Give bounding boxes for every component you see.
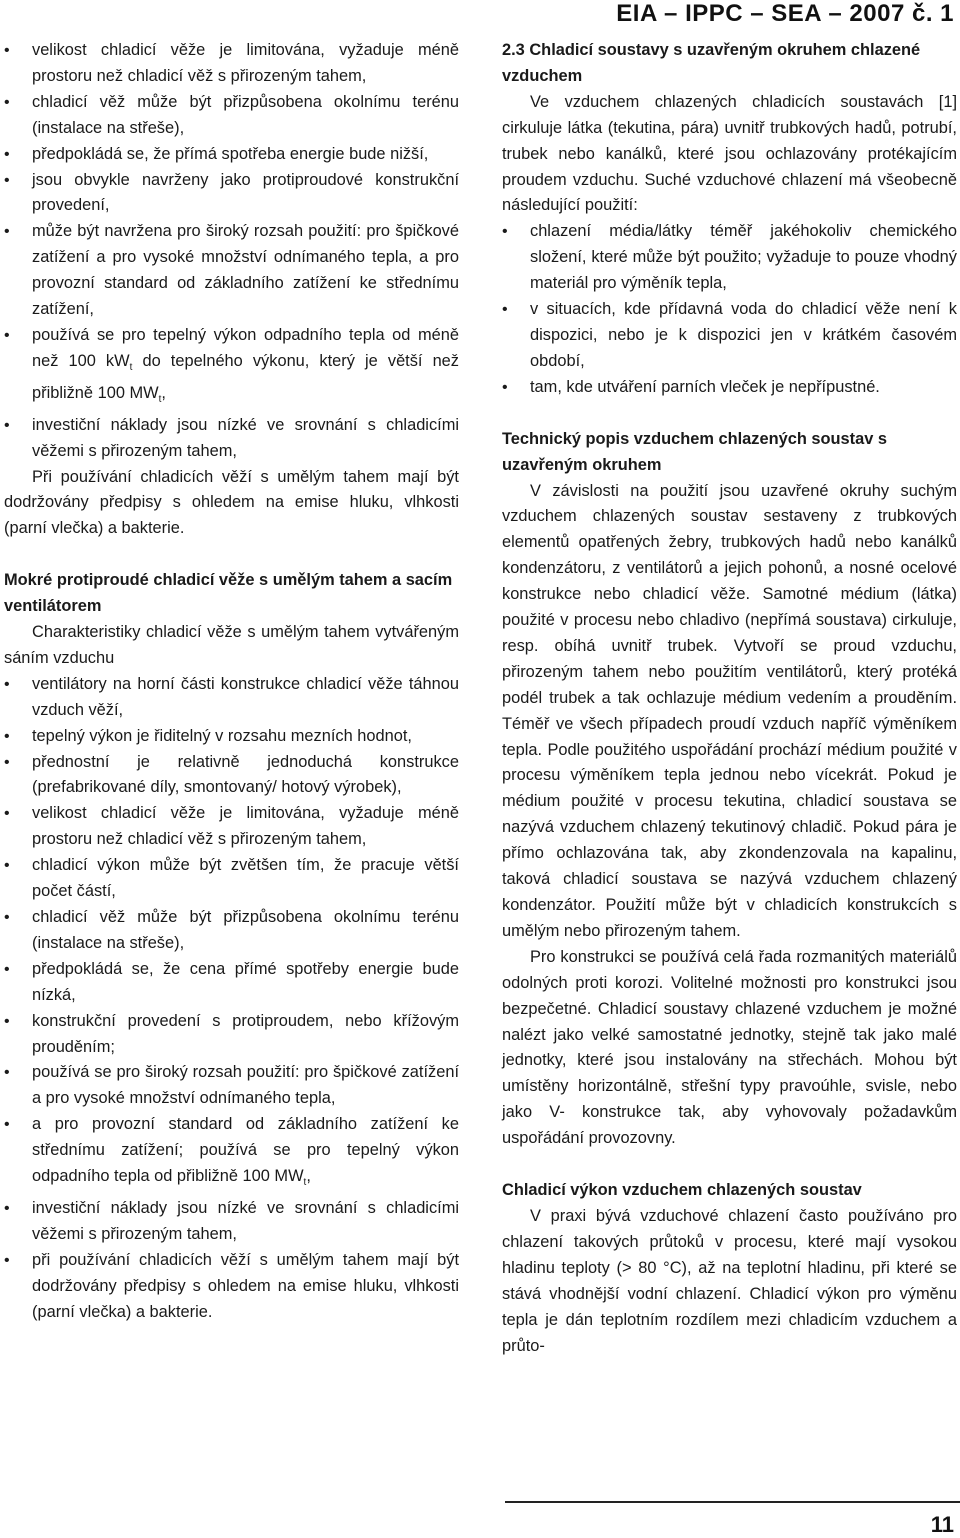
right-column: [502, 38, 957, 1359]
list-item: • přednostní je relativně jednoduchá konstrukce (prefabrikované díly, smontovaný/ hotový výrobek),: [4, 750, 459, 802]
section-heading: 2.3 Chladicí soustavy s uzavřeným okruhem chlazené vzduchem: [502, 41, 921, 85]
section-heading: Mokré protiproudé chladicí věže s umělým tahem a sacím ventilátorem: [4, 571, 453, 616]
list-item: • chlazení média/látky téměř jakéhokoliv chemického složení, které může být použito; vyžaduje to pouze vhodný materiál pro výměník tepla,: [502, 219, 957, 297]
list-item: • používá se pro široký rozsah použití: pro špičkové zatížení a pro vysoké množství odnímaného tepla,: [4, 1060, 459, 1112]
list-item: • konstrukční provedení s protiproudem, nebo křížovým prouděním;: [4, 1009, 459, 1061]
paragraph: Charakteristiky chladicí věže s umělým tahem vytvářeným sáním vzduchu: [4, 623, 459, 667]
list-item: [4, 323, 459, 413]
bullet-list-1: [4, 38, 459, 465]
paragraph: Při používání chladicích věží s umělým tahem mají být dodržovány předpisy s ohledem na emise hluku, vlhkosti (parní vlečka) a bakterie.: [4, 467, 459, 538]
list-item: [4, 1112, 459, 1196]
list-item: • jsou obvykle navrženy jako protiproudové konstrukční provedení,: [4, 168, 459, 220]
section-heading: Chladicí výkon vzduchem chlazených soustav: [502, 1181, 862, 1200]
paragraph: Ve vzduchem chlazených chladicích soustavách [1] cirkuluje látka (tekutina, pára) uvnitř trubkových hadů, potrubí, trubek nebo kanálků, které jsou ochlazovány protékajícím proudem vzduchu. Suché vzduchové chlazení má všeobecně následující použití:: [502, 92, 957, 215]
subscript: t: [303, 1177, 307, 1189]
paragraph: Pro konstrukci se používá celá řada rozmanitých materiálů odolných proti korozi. Volitelné možnosti pro konstrukci jsou bezpečetné. Chladicí soustavy chlazené vzduchem je možné nalézt jako velké samostatné jednotky, stejně tak jako malé jednotky, které jsou instalovány na střechách. Mohou být umístěny horizontálně, střešní typy pravoúhle, svisle, nebo jako V- konstrukce tak, aby vyhovovaly požadavkům uspořádání provozovny.: [502, 947, 957, 1148]
section-heading: Technický popis vzduchem chlazených soustav s uzavřeným okruhem: [502, 429, 888, 474]
list-item: • předpokládá se, že přímá spotřeba energie bude nižší,: [4, 142, 459, 168]
paragraph: V závislosti na použití jsou uzavřené okruhy suchým vzduchem chlazených soustav sestaveny z trubkových elementů opatřených žebry, trubkových hadů nebo kanálků kondenzátoru, z ventilátorů a jejich pohonů, a nosné ocelové konstrukce nebo chladicí věže. Samotné médium (látka) použité v procesu nebo chladivo (nepřímá soustava) cirkuluje, resp. obíhá uvnitř trubek. Vytvoří se proud vzduchu, přirozeným tahem nebo použitím ventilátorů, který protéká podél trubek a tak ochlazuje médium vedením a prouděním. Téměř ve všech případech proudí vzduch napříč výměníkem tepla. Podle použitého uspořádání prochází médium použité v procesu výměníkem tepla jednou nebo vícekrát. Pokud je médium použité v procesu tekutina, chladicí soustava se nazývá vzduchem chlazený tekutinový chladič. Pokud pára je přímo ochlazována tak, aby zkondenzovala na kapalinu, taková chladicí soustava se nazývá vzduchem chlazený kondenzátor. Použití může být v chladicích konstrukcích s umělým nebo přirozeným tahem.: [502, 481, 957, 940]
list-item: • chladicí výkon může být zvětšen tím, že pracuje větší počet částí,: [4, 853, 459, 905]
journal-header: EIA – IPPC – SEA – 2007 č. 1: [616, 0, 954, 27]
list-item: • investiční náklady jsou nízké ve srovnání s chladicími věžemi s přirozeným tahem,: [4, 413, 459, 465]
left-column: [4, 38, 459, 1326]
item-text: do tepelného výkonu, který je větší než přibližně 100 MW: [32, 351, 459, 402]
list-item: • může být navržena pro široký rozsah použití: pro špičkové zatížení a pro vysoké množství odnímaného tepla, a pro provozní standard od základního zatížení ke střednímu zatížení,: [4, 219, 459, 323]
subscript: t: [129, 361, 133, 373]
page-number: 11: [930, 1512, 954, 1537]
list-item: • v situacích, kde přídavná voda do chladicí věže není k dispozici, nebo je k dispozici jen v krátkém časovém období,: [502, 297, 957, 375]
list-item: • chladicí věž může být přizpůsobena okolnímu terénu (instalace na střeše),: [4, 905, 459, 957]
item-text: používá se pro tepelný výkon odpadního tepla od méně než 100 kW: [32, 325, 459, 370]
list-item: • ventilátory na horní části konstrukce chladicí věže táhnou vzduch věží,: [4, 672, 459, 724]
list-item: • tam, kde utváření parních vleček je nepřípustné.: [502, 375, 957, 401]
bullet-list: [502, 219, 957, 400]
list-item: • velikost chladicí věže je limitována, vyžaduje méně prostoru než chladicí věž s přirozeným tahem,: [4, 801, 459, 853]
list-item: • investiční náklady jsou nízké ve srovnání s chladicími věžemi s přirozeným tahem,: [4, 1196, 459, 1248]
paragraph: V praxi bývá vzduchové chlazení často používáno pro chlazení takových průtoků v procesu, které mají vysokou hladinu teploty (> 80 °C), až na teplotní hladinu, při které se stává vhodnější vodní chlazení. Chladicí výkon pro výměnu tepla je dán teplotním rozdílem mezi chladicím vzduchem a průto-: [502, 1206, 957, 1355]
item-text: a pro provozní standard od základního zatížení ke střednímu zatížení; používá se pro tepelný výkon odpadního tepla od přibližně 100 MW: [32, 1115, 459, 1186]
item-text: ,: [306, 1167, 311, 1186]
list-item: • tepelný výkon je řiditelný v rozsahu mezních hodnot,: [4, 724, 459, 750]
list-item: • velikost chladicí věže je limitována, vyžaduje méně prostoru než chladicí věž s přirozeným tahem,: [4, 38, 459, 90]
bullet-list-2: [4, 672, 459, 1326]
list-item: • předpokládá se, že cena přímé spotřeby energie bude nízká,: [4, 957, 459, 1009]
item-text: ,: [161, 383, 166, 402]
footer-rule: [505, 1501, 960, 1503]
list-item: • při používání chladicích věží s umělým tahem mají být dodržovány předpisy s ohledem na emise hluku, vlhkosti (parní vlečka) a bakterie.: [4, 1248, 459, 1326]
list-item: • chladicí věž může být přizpůsobena okolnímu terénu (instalace na střeše),: [4, 90, 459, 142]
subscript: t: [158, 393, 162, 405]
